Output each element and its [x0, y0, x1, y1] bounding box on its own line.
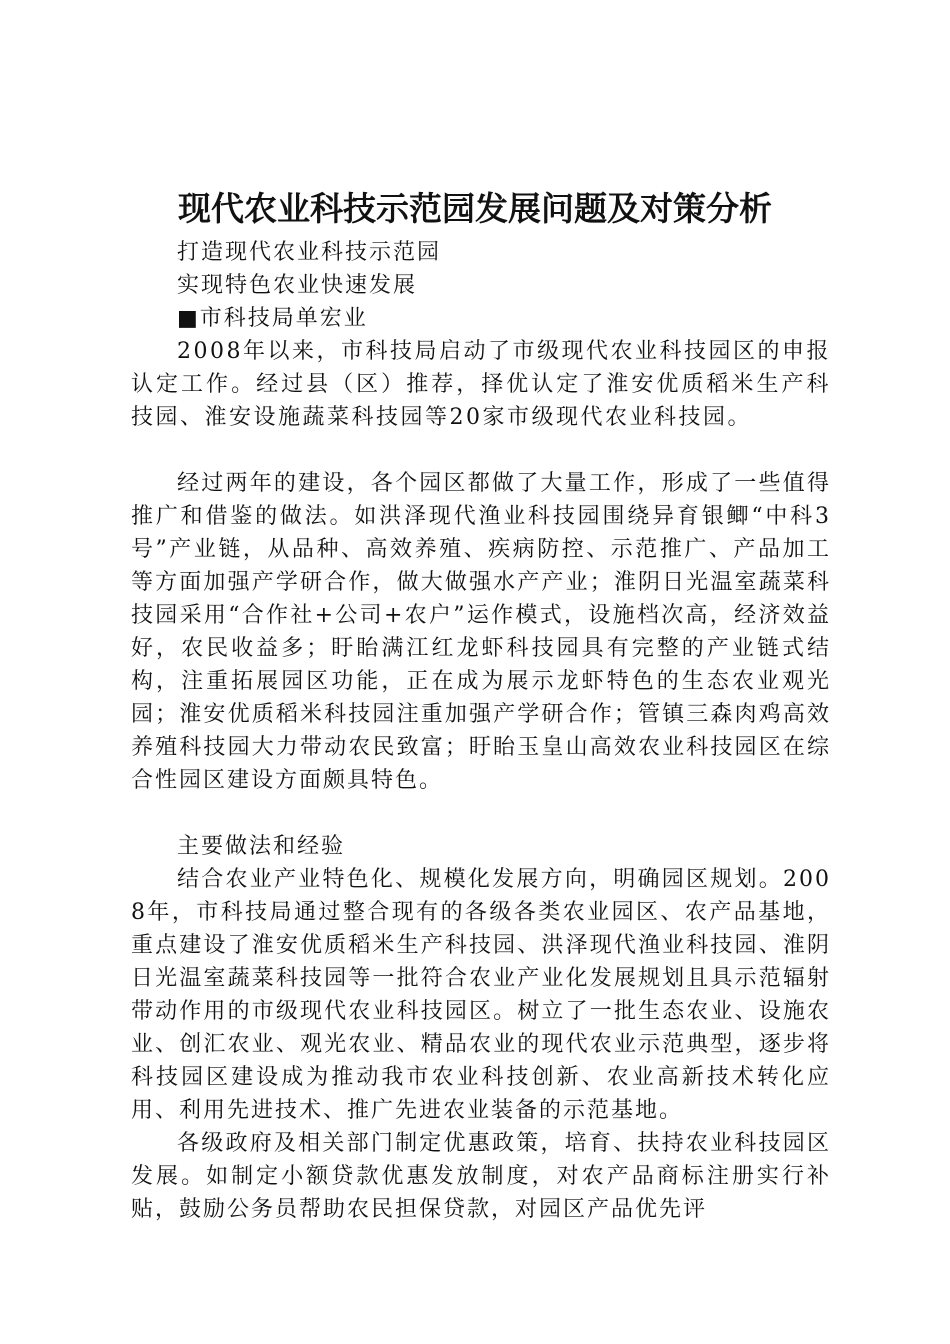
body-paragraph: 2008年以来，市科技局启动了市级现代农业科技园区的申报认定工作。经过县（区）推荐，择优认定了淮安优质稻米生产科技园、淮安设施蔬菜科技园等20家市级现代农业科技园。 [131, 339, 831, 430]
blank-line [131, 797, 831, 830]
author-line: ■市科技局单宏业 [177, 306, 368, 331]
subtitle-line-2: 实现特色农业快速发展 [177, 273, 418, 298]
section-heading: 主要做法和经验 [177, 834, 346, 859]
document-body [131, 236, 831, 1226]
body-paragraph: 各级政府及相关部门制定优惠政策，培育、扶持农业科技园区发展。如制定小额贷款优惠发放制度，对农产品商标注册实行补贴，鼓励公务员帮助农民担保贷款，对园区产品优先评 [131, 1131, 831, 1222]
document-title: 现代农业科技示范园发展问题及对策分析 [178, 189, 772, 228]
blank-line [131, 434, 831, 467]
subtitle-line-1: 打造现代农业科技示范园 [177, 240, 442, 265]
body-paragraph: 结合农业产业特色化、规模化发展方向，明确园区规划。2008年，市科技局通过整合现有的各级各类农业园区、农产品基地，重点建设了淮安优质稻米生产科技园、洪泽现代渔业科技园、淮阴日光温室蔬菜科技园等一批符合农业产业化发展规划且具示范辐射带动作用的市级现代农业科技园区。树立了一批生态农业、设施农业、创汇农业、观光农业、精品农业的现代农业示范典型，逐步将科技园区建设成为推动我市农业科技创新、农业高新技术转化应用、利用先进技术、推广先进农业装备的示范基地。 [131, 867, 831, 1123]
body-paragraph: 经过两年的建设，各个园区都做了大量工作，形成了一些值得推广和借鉴的做法。如洪泽现代渔业科技园围绕异育银鲫“中科3号”产业链，从品种、高效养殖、疾病防控、示范推广、产品加工等方面加强产学研合作，做大做强水产产业；淮阴日光温室蔬菜科技园采用“合作社+公司+农户”运作模式，设施档次高，经济效益好，农民收益多；盱眙满江红龙虾科技园具有完整的产业链式结构，注重拓展园区功能，正在成为展示龙虾特色的生态农业观光园；淮安优质稻米科技园注重加强产学研合作；管镇三森肉鸡高效养殖科技园大力带动农民致富；盱眙玉皇山高效农业科技园区在综合性园区建设方面颇具特色。 [131, 471, 831, 793]
